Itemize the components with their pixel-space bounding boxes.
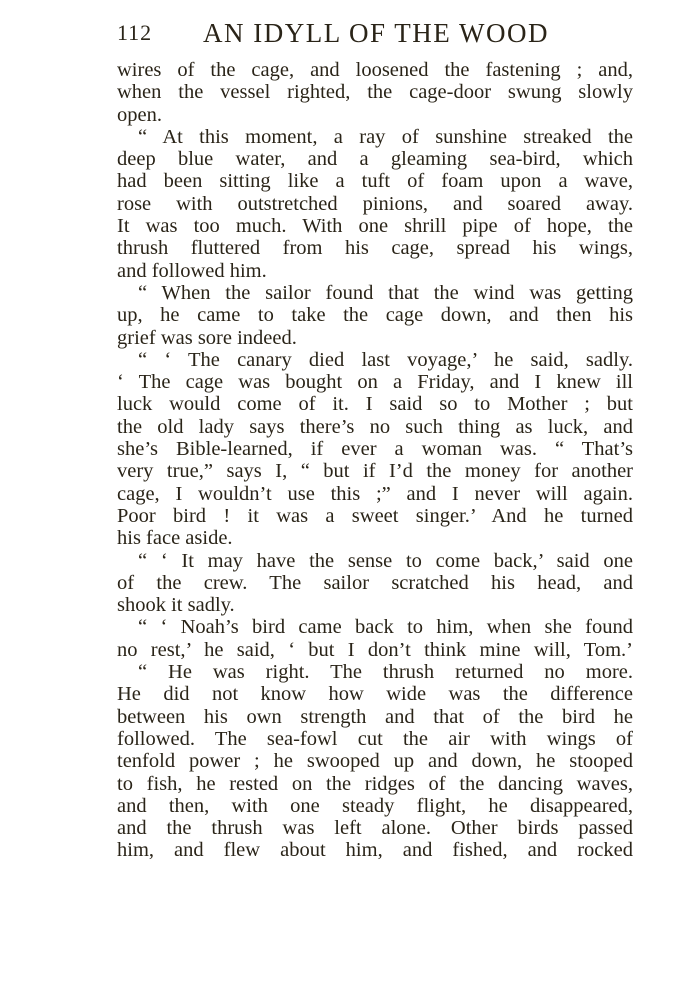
text-line: “ ‘ It may have the sense to come back,’ said one xyxy=(138,549,633,572)
text-line: and then, with one steady flight, he disappeared, xyxy=(117,794,633,817)
body-text xyxy=(117,59,633,862)
text-line: up, he came to take the cage down, and then his xyxy=(117,304,633,327)
text-line: to fish, he rested on the ridges of the dancing waves, xyxy=(117,772,633,795)
text-line: him, and flew about him, and fished, and rocked xyxy=(117,839,633,862)
text-line: Poor bird ! it was a sweet singer.’ And he turned xyxy=(117,504,633,527)
text-line: followed. The sea-fowl cut the air with wings of xyxy=(117,727,633,750)
page-number: 112 xyxy=(117,20,153,45)
text-line: rose with outstretched pinions, and soared away. xyxy=(117,192,633,215)
text-line: between his own strength and that of the bird he xyxy=(117,705,633,728)
text-line: very true,” says I, “ but if I’d the money for another xyxy=(117,460,633,483)
text-line: wires of the cage, and loosened the fastening ; and, xyxy=(117,59,633,81)
text-line: thrush fluttered from his cage, spread his wings, xyxy=(117,237,633,260)
book-title: AN IDYLL OF THE WOOD xyxy=(203,18,549,48)
text-line: “ At this moment, a ray of sunshine streaked the xyxy=(138,125,633,148)
text-line: luck would come of it. I said so to Mother ; but xyxy=(117,393,633,416)
text-line: ‘ The cage was bought on a Friday, and I knew ill xyxy=(117,371,633,394)
text-line: open. xyxy=(117,103,162,126)
text-line: when the vessel righted, the cage-door swung slowly xyxy=(117,81,633,104)
text-line: had been sitting like a tuft of foam upon a wave, xyxy=(117,170,633,193)
text-line: It was too much. With one shrill pipe of hope, the xyxy=(117,215,633,238)
text-line: his face aside. xyxy=(117,527,233,550)
text-line: tenfold power ; he swooped up and down, he stooped xyxy=(117,750,633,773)
text-line: shook it sadly. xyxy=(117,594,235,617)
text-line: the old lady says there’s no such thing as luck, and xyxy=(117,415,633,438)
text-line: no rest,’ he said, ‘ but I don’t think mine will, Tom.’ xyxy=(117,638,633,661)
text-line: cage, I wouldn’t use this ;” and I never will again. xyxy=(117,482,633,505)
text-line: “ When the sailor found that the wind was getting xyxy=(138,281,633,304)
text-line: deep blue water, and a gleaming sea-bird, which xyxy=(117,148,633,171)
text-line: grief was sore indeed. xyxy=(117,326,297,349)
text-line: “ He was right. The thrush returned no more. xyxy=(138,661,633,684)
text-line: she’s Bible-learned, if ever a woman was. “ That’s xyxy=(117,438,633,461)
text-line: of the crew. The sailor scratched his head, and xyxy=(117,571,633,594)
text-line: “ ‘ The canary died last voyage,’ he said, sadly. xyxy=(138,348,633,371)
running-head xyxy=(117,18,633,52)
text-line: and followed him. xyxy=(117,259,267,282)
text-line: and the thrush was left alone. Other birds passed xyxy=(117,817,633,840)
text-line: “ ‘ Noah’s bird came back to him, when she found xyxy=(138,616,633,639)
text-line: He did not know how wide was the difference xyxy=(117,683,633,706)
